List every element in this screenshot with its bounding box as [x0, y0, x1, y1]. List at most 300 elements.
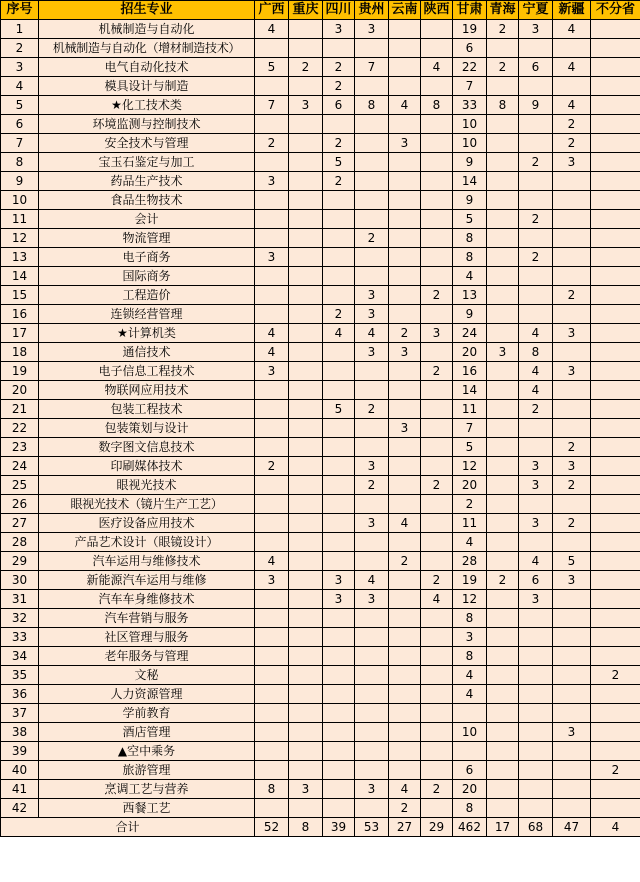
- quota-cell: [289, 248, 323, 267]
- quota-cell: 2: [355, 229, 389, 248]
- quota-cell: [487, 248, 519, 267]
- quota-cell: [355, 438, 389, 457]
- quota-cell: [591, 400, 640, 419]
- quota-cell: [389, 457, 421, 476]
- quota-cell: [355, 419, 389, 438]
- quota-cell: [255, 704, 289, 723]
- quota-cell: [487, 305, 519, 324]
- table-row: [1, 362, 640, 381]
- quota-cell: 3: [355, 20, 389, 39]
- quota-cell: [553, 647, 591, 666]
- quota-cell: [323, 457, 355, 476]
- quota-cell: [255, 286, 289, 305]
- quota-cell: [289, 666, 323, 685]
- quota-cell: [487, 172, 519, 191]
- quota-cell: [591, 514, 640, 533]
- quota-cell: [323, 552, 355, 571]
- major-name: 烹调工艺与营养: [39, 780, 255, 799]
- table-row: [1, 400, 640, 419]
- quota-cell: [519, 267, 553, 286]
- quota-cell: 3: [487, 343, 519, 362]
- quota-cell: 3: [289, 780, 323, 799]
- quota-cell: [255, 115, 289, 134]
- quota-cell: [591, 723, 640, 742]
- quota-cell: [421, 400, 453, 419]
- quota-cell: [591, 533, 640, 552]
- quota-cell: [289, 286, 323, 305]
- quota-cell: [421, 666, 453, 685]
- row-index: 11: [1, 210, 39, 229]
- quota-cell: [323, 248, 355, 267]
- major-name: 电子商务: [39, 248, 255, 267]
- quota-cell: [553, 761, 591, 780]
- quota-cell: 4: [355, 571, 389, 590]
- quota-cell: 5: [323, 400, 355, 419]
- quota-cell: 2: [323, 134, 355, 153]
- quota-cell: 2: [389, 552, 421, 571]
- quota-cell: [553, 609, 591, 628]
- quota-cell: [487, 324, 519, 343]
- quota-cell: [553, 229, 591, 248]
- table-row: [1, 438, 640, 457]
- quota-cell: 2: [323, 305, 355, 324]
- quota-cell: [591, 96, 640, 115]
- quota-cell: [519, 115, 553, 134]
- quota-cell: [289, 647, 323, 666]
- quota-cell: [255, 305, 289, 324]
- total-cell: 47: [553, 818, 591, 837]
- quota-cell: [591, 58, 640, 77]
- total-cell: 29: [421, 818, 453, 837]
- quota-cell: [355, 77, 389, 96]
- quota-cell: 2: [453, 495, 487, 514]
- major-name: 机械制造与自动化（增材制造技术）: [39, 39, 255, 58]
- row-index: 39: [1, 742, 39, 761]
- quota-cell: [255, 685, 289, 704]
- row-index: 42: [1, 799, 39, 818]
- quota-cell: [591, 609, 640, 628]
- quota-cell: [323, 210, 355, 229]
- row-index: 24: [1, 457, 39, 476]
- major-name: 学前教育: [39, 704, 255, 723]
- quota-cell: [487, 286, 519, 305]
- quota-cell: 4: [553, 20, 591, 39]
- major-name: ★计算机类: [39, 324, 255, 343]
- quota-cell: 33: [453, 96, 487, 115]
- total-label: 合计: [1, 818, 255, 837]
- table-row: [1, 248, 640, 267]
- quota-cell: [355, 609, 389, 628]
- quota-cell: 10: [453, 115, 487, 134]
- quota-cell: [421, 77, 453, 96]
- quota-cell: 5: [453, 210, 487, 229]
- quota-cell: 24: [453, 324, 487, 343]
- quota-cell: [553, 590, 591, 609]
- quota-cell: 3: [519, 457, 553, 476]
- quota-cell: [323, 514, 355, 533]
- row-index: 9: [1, 172, 39, 191]
- table-row: [1, 20, 640, 39]
- quota-cell: [355, 533, 389, 552]
- quota-cell: [323, 343, 355, 362]
- header-xinjiang: 新疆: [553, 1, 591, 20]
- quota-cell: [355, 628, 389, 647]
- quota-cell: [519, 761, 553, 780]
- quota-cell: [487, 438, 519, 457]
- quota-cell: [389, 571, 421, 590]
- row-index: 6: [1, 115, 39, 134]
- quota-cell: [487, 666, 519, 685]
- quota-cell: [289, 20, 323, 39]
- quota-cell: [255, 153, 289, 172]
- quota-cell: [487, 780, 519, 799]
- quota-cell: [487, 647, 519, 666]
- row-index: 36: [1, 685, 39, 704]
- quota-cell: [519, 533, 553, 552]
- header-shaanxi: 陕西: [421, 1, 453, 20]
- quota-cell: [323, 495, 355, 514]
- quota-cell: 8: [453, 609, 487, 628]
- quota-cell: 12: [453, 590, 487, 609]
- total-cell: 17: [487, 818, 519, 837]
- quota-cell: 2: [289, 58, 323, 77]
- quota-cell: [389, 723, 421, 742]
- major-name: 连锁经营管理: [39, 305, 255, 324]
- quota-cell: [389, 153, 421, 172]
- quota-cell: [519, 685, 553, 704]
- quota-cell: [289, 229, 323, 248]
- quota-cell: 10: [453, 723, 487, 742]
- quota-cell: 3: [323, 571, 355, 590]
- quota-cell: 3: [355, 590, 389, 609]
- quota-cell: [323, 191, 355, 210]
- quota-cell: [289, 39, 323, 58]
- quota-cell: [355, 134, 389, 153]
- quota-cell: [389, 248, 421, 267]
- quota-cell: [421, 39, 453, 58]
- quota-cell: 2: [591, 761, 640, 780]
- quota-cell: [389, 628, 421, 647]
- row-index: 16: [1, 305, 39, 324]
- major-name: 产品艺术设计（眼镜设计）: [39, 533, 255, 552]
- quota-cell: [487, 761, 519, 780]
- quota-cell: 4: [519, 324, 553, 343]
- quota-cell: [289, 77, 323, 96]
- quota-cell: [487, 39, 519, 58]
- quota-cell: [255, 476, 289, 495]
- major-name: 通信技术: [39, 343, 255, 362]
- quota-cell: [421, 647, 453, 666]
- header-ningxia: 宁夏: [519, 1, 553, 20]
- quota-cell: [389, 761, 421, 780]
- quota-cell: 3: [519, 514, 553, 533]
- table-row: [1, 571, 640, 590]
- table-row: [1, 495, 640, 514]
- quota-cell: [487, 210, 519, 229]
- major-name: 工程造价: [39, 286, 255, 305]
- quota-cell: 9: [453, 305, 487, 324]
- major-name: 新能源汽车运用与维修: [39, 571, 255, 590]
- quota-cell: [421, 495, 453, 514]
- quota-cell: [389, 77, 421, 96]
- quota-cell: [355, 723, 389, 742]
- quota-cell: [355, 39, 389, 58]
- quota-cell: 7: [453, 77, 487, 96]
- major-name: 环境监测与控制技术: [39, 115, 255, 134]
- quota-cell: [591, 590, 640, 609]
- quota-cell: [323, 609, 355, 628]
- quota-cell: [289, 324, 323, 343]
- quota-cell: [389, 305, 421, 324]
- quota-cell: [591, 191, 640, 210]
- major-name: 模具设计与制造: [39, 77, 255, 96]
- quota-cell: [553, 419, 591, 438]
- quota-cell: 3: [255, 172, 289, 191]
- major-name: 眼视光技术（镜片生产工艺）: [39, 495, 255, 514]
- quota-cell: [519, 419, 553, 438]
- quota-cell: 5: [255, 58, 289, 77]
- quota-cell: [421, 552, 453, 571]
- quota-cell: [389, 647, 421, 666]
- quota-cell: [591, 77, 640, 96]
- quota-cell: [323, 286, 355, 305]
- quota-cell: [355, 153, 389, 172]
- quota-cell: 4: [255, 552, 289, 571]
- quota-cell: 7: [355, 58, 389, 77]
- table-row: [1, 609, 640, 628]
- table-row: [1, 590, 640, 609]
- row-index: 25: [1, 476, 39, 495]
- quota-cell: [553, 685, 591, 704]
- quota-cell: [591, 267, 640, 286]
- table-row: [1, 514, 640, 533]
- quota-cell: [553, 305, 591, 324]
- quota-cell: 2: [519, 248, 553, 267]
- quota-cell: 2: [487, 58, 519, 77]
- major-name: 电气自动化技术: [39, 58, 255, 77]
- quota-cell: [553, 248, 591, 267]
- quota-cell: [289, 267, 323, 286]
- quota-cell: 4: [453, 533, 487, 552]
- quota-cell: 4: [453, 666, 487, 685]
- quota-cell: [591, 153, 640, 172]
- table-row: [1, 58, 640, 77]
- quota-cell: 8: [453, 799, 487, 818]
- quota-cell: [355, 362, 389, 381]
- row-index: 7: [1, 134, 39, 153]
- major-name: 会计: [39, 210, 255, 229]
- quota-cell: [519, 742, 553, 761]
- quota-cell: 5: [553, 552, 591, 571]
- quota-cell: [421, 210, 453, 229]
- table-row: [1, 115, 640, 134]
- quota-cell: [591, 438, 640, 457]
- quota-cell: 3: [289, 96, 323, 115]
- quota-cell: [323, 685, 355, 704]
- major-name: 食品生物技术: [39, 191, 255, 210]
- quota-cell: [389, 666, 421, 685]
- quota-cell: [421, 533, 453, 552]
- quota-cell: 16: [453, 362, 487, 381]
- quota-cell: 3: [255, 571, 289, 590]
- quota-cell: [289, 609, 323, 628]
- quota-cell: [553, 381, 591, 400]
- quota-cell: [553, 172, 591, 191]
- quota-cell: 2: [553, 286, 591, 305]
- row-index: 32: [1, 609, 39, 628]
- quota-cell: 2: [553, 134, 591, 153]
- quota-cell: [255, 419, 289, 438]
- quota-cell: [553, 39, 591, 58]
- quota-cell: [591, 742, 640, 761]
- quota-cell: 4: [421, 590, 453, 609]
- quota-cell: [389, 590, 421, 609]
- major-name: 汽车运用与维修技术: [39, 552, 255, 571]
- quota-cell: [591, 495, 640, 514]
- quota-cell: [487, 153, 519, 172]
- row-index: 27: [1, 514, 39, 533]
- quota-cell: [323, 799, 355, 818]
- quota-cell: [591, 248, 640, 267]
- major-name: 国际商务: [39, 267, 255, 286]
- quota-cell: [255, 742, 289, 761]
- table-row: [1, 476, 640, 495]
- quota-cell: [591, 476, 640, 495]
- row-index: 18: [1, 343, 39, 362]
- quota-cell: 3: [255, 248, 289, 267]
- quota-cell: [389, 115, 421, 134]
- quota-cell: [323, 666, 355, 685]
- quota-cell: [355, 381, 389, 400]
- quota-cell: [289, 362, 323, 381]
- table-header-row: [1, 1, 640, 20]
- quota-cell: [355, 172, 389, 191]
- quota-cell: 3: [553, 362, 591, 381]
- quota-cell: 2: [389, 324, 421, 343]
- quota-cell: [255, 514, 289, 533]
- quota-cell: 6: [519, 571, 553, 590]
- quota-cell: 11: [453, 514, 487, 533]
- quota-cell: [323, 780, 355, 799]
- quota-cell: 3: [355, 305, 389, 324]
- quota-cell: [553, 400, 591, 419]
- quota-cell: [323, 381, 355, 400]
- quota-cell: [487, 514, 519, 533]
- quota-cell: 4: [389, 514, 421, 533]
- row-index: 4: [1, 77, 39, 96]
- table-row: [1, 666, 640, 685]
- quota-cell: [519, 286, 553, 305]
- quota-cell: 28: [453, 552, 487, 571]
- quota-cell: 9: [453, 191, 487, 210]
- quota-cell: 11: [453, 400, 487, 419]
- major-name: 安全技术与管理: [39, 134, 255, 153]
- quota-cell: [289, 438, 323, 457]
- quota-cell: [289, 590, 323, 609]
- quota-cell: [289, 571, 323, 590]
- quota-cell: [519, 723, 553, 742]
- quota-cell: 8: [355, 96, 389, 115]
- quota-cell: 20: [453, 476, 487, 495]
- quota-cell: 3: [553, 723, 591, 742]
- header-guizhou: 贵州: [355, 1, 389, 20]
- quota-cell: 13: [453, 286, 487, 305]
- quota-cell: [519, 666, 553, 685]
- header-gansu: 甘肃: [453, 1, 487, 20]
- header-sichuan: 四川: [323, 1, 355, 20]
- quota-cell: [289, 628, 323, 647]
- quota-cell: [421, 305, 453, 324]
- quota-cell: 2: [421, 571, 453, 590]
- quota-cell: [289, 134, 323, 153]
- quota-cell: [519, 77, 553, 96]
- quota-cell: [323, 39, 355, 58]
- quota-cell: [255, 628, 289, 647]
- total-cell: 52: [255, 818, 289, 837]
- quota-cell: [289, 191, 323, 210]
- table-row: [1, 39, 640, 58]
- quota-cell: [487, 799, 519, 818]
- quota-cell: [255, 647, 289, 666]
- quota-cell: [289, 495, 323, 514]
- major-name: 药品生产技术: [39, 172, 255, 191]
- quota-cell: 22: [453, 58, 487, 77]
- quota-cell: [323, 761, 355, 780]
- major-name: 包装工程技术: [39, 400, 255, 419]
- quota-cell: [421, 343, 453, 362]
- quota-cell: [421, 134, 453, 153]
- quota-cell: 4: [421, 58, 453, 77]
- quota-cell: 6: [453, 39, 487, 58]
- quota-cell: 4: [255, 343, 289, 362]
- quota-cell: [519, 799, 553, 818]
- major-name: 包装策划与设计: [39, 419, 255, 438]
- quota-cell: [453, 742, 487, 761]
- quota-cell: [553, 77, 591, 96]
- major-name: 数字图文信息技术: [39, 438, 255, 457]
- quota-cell: 4: [323, 324, 355, 343]
- major-name: 社区管理与服务: [39, 628, 255, 647]
- table-row: [1, 324, 640, 343]
- row-index: 3: [1, 58, 39, 77]
- quota-cell: [323, 704, 355, 723]
- quota-cell: [255, 400, 289, 419]
- quota-cell: 4: [519, 362, 553, 381]
- quota-cell: [591, 229, 640, 248]
- quota-cell: 4: [519, 381, 553, 400]
- quota-cell: 2: [487, 571, 519, 590]
- quota-cell: 9: [519, 96, 553, 115]
- major-name: 物联网应用技术: [39, 381, 255, 400]
- quota-cell: [255, 666, 289, 685]
- table-row: [1, 305, 640, 324]
- major-name: 老年服务与管理: [39, 647, 255, 666]
- row-index: 12: [1, 229, 39, 248]
- quota-cell: [487, 476, 519, 495]
- quota-cell: [323, 438, 355, 457]
- quota-cell: [323, 628, 355, 647]
- quota-cell: [487, 134, 519, 153]
- quota-cell: [487, 400, 519, 419]
- quota-cell: [389, 685, 421, 704]
- quota-cell: [255, 191, 289, 210]
- quota-cell: [519, 39, 553, 58]
- quota-cell: 7: [453, 419, 487, 438]
- quota-cell: [487, 115, 519, 134]
- quota-cell: [389, 438, 421, 457]
- quota-cell: 12: [453, 457, 487, 476]
- quota-cell: [389, 400, 421, 419]
